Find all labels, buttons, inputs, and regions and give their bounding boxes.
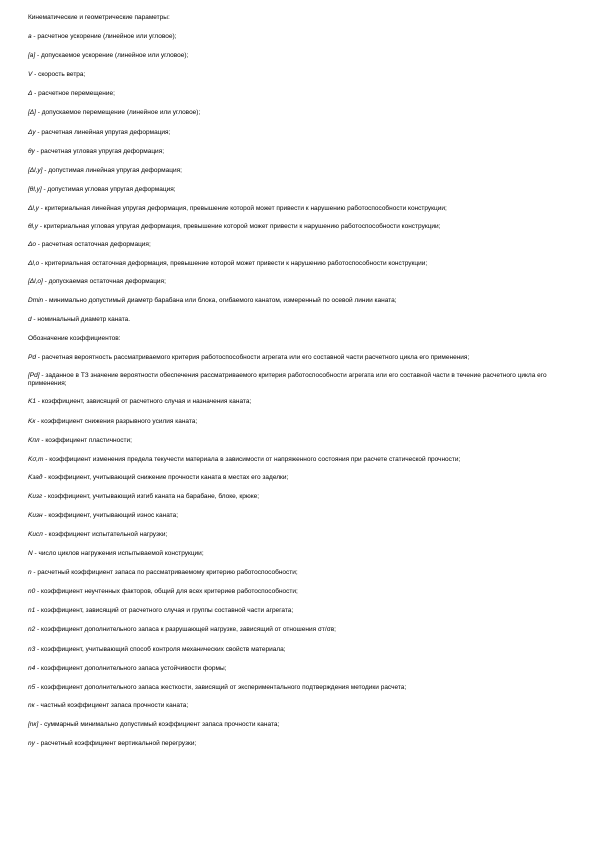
- symbol: [Δl,y]: [28, 166, 43, 174]
- coefficient-item: [28, 626, 573, 634]
- parameter-item: [28, 33, 573, 41]
- symbol: Kк: [28, 417, 36, 425]
- parameter-item: [28, 278, 573, 286]
- symbol: Δ: [28, 90, 33, 98]
- symbol: θl,y: [28, 222, 39, 230]
- coefficient-item: [28, 531, 573, 539]
- definition: - коэффициент, зависящий от расчетного случая и назначения каната;: [35, 398, 252, 406]
- parameter-item: [28, 205, 573, 213]
- symbol: Δy: [28, 128, 36, 136]
- coefficient-item: [28, 550, 573, 558]
- parameter-item: [28, 297, 573, 305]
- symbol: Kзад: [28, 473, 43, 481]
- definition: - номинальный диаметр каната.: [31, 316, 131, 324]
- definition: - коэффициент, учитывающий снижение прочности каната в местах его заделки;: [42, 473, 289, 481]
- symbol: Kизн: [28, 511, 43, 519]
- coefficient-item: [28, 684, 573, 692]
- definition: - коэффициент дополнительного запаса устойчивости формы;: [35, 664, 227, 672]
- coefficient-item: [28, 569, 573, 577]
- parameter-item: [28, 167, 573, 175]
- definition: - коэффициент неучтенных факторов, общий для всех критериев работоспособности;: [35, 588, 298, 596]
- symbol: K1: [28, 398, 36, 406]
- parameter-item: [28, 129, 573, 137]
- definition: - расчетная остаточная деформация;: [35, 240, 151, 248]
- section-heading-kinematic: Кинематические и геометрические параметры:: [28, 14, 170, 21]
- symbol: [nк]: [28, 720, 39, 728]
- definition: - минимально допустимый диаметр барабана или блока, огибаемого канатом, измеренный по осевой линии каната;: [43, 297, 397, 305]
- parameter-item: [28, 90, 573, 98]
- coefficient-item: [28, 702, 573, 710]
- definition: - расчетная линейная упругая деформация;: [35, 128, 171, 136]
- symbol: Δo: [28, 240, 36, 248]
- parameter-item: [28, 109, 573, 117]
- symbol: Pd: [28, 354, 36, 362]
- document-page: [28, 14, 573, 759]
- symbol: n1: [28, 607, 36, 615]
- definition: - коэффициент изменения предела текучести материала в зависимости от напряженного состояния при расчете статической прочности;: [43, 455, 461, 463]
- definition: - расчетная угловая упругая деформация;: [34, 147, 165, 155]
- section-heading-coefficients: Обозначение коэффициентов:: [28, 335, 121, 343]
- definition: - расчетное перемещение;: [32, 90, 115, 98]
- definition: - критериальная остаточная деформация, превышение которой может привести к нарушению работоспособности конструкции;: [39, 260, 428, 268]
- definition: - допускаемая остаточная деформация;: [42, 278, 166, 286]
- definition: - критериальная угловая упругая деформация, превышение которой может привести к нарушению работоспособности конструкции;: [38, 222, 441, 230]
- definition: - расчетная вероятность рассматриваемого критерия работоспособности агрегата или его составной части расчетного цикла его применения;: [35, 354, 470, 362]
- definition: - коэффициент пластичности;: [39, 436, 132, 444]
- symbol: n0: [28, 588, 36, 596]
- symbol: [a]: [28, 52, 36, 60]
- coefficient-item: [28, 740, 573, 748]
- definition: - коэффициент дополнительного запаса жесткости, зависящий от экспериментального подтверждения методики расчета;: [35, 683, 407, 691]
- symbol: ny: [28, 739, 35, 747]
- coefficient-item: [28, 607, 573, 615]
- symbol: Kσ,т: [28, 455, 44, 463]
- symbol: N: [28, 550, 33, 558]
- coefficient-item: [28, 372, 573, 388]
- definition: - коэффициент, учитывающий изгиб каната на барабане, блоке, крюке;: [42, 492, 260, 500]
- definition: - скорость ветра;: [32, 71, 86, 79]
- definition: - частный коэффициент запаса прочности каната;: [34, 701, 189, 709]
- symbol: [Δl,o]: [28, 278, 43, 286]
- coefficient-item: [28, 588, 573, 596]
- definition: - коэффициент, учитывающий износ каната;: [42, 511, 179, 519]
- parameter-item: [28, 260, 573, 268]
- symbol: Kисп: [28, 530, 43, 538]
- coefficient-item: [28, 512, 573, 520]
- symbol: [θl,y]: [28, 185, 42, 193]
- coefficient-item: [28, 646, 573, 654]
- definition: - коэффициент дополнительного запаса к разрушающей нагрузке, зависящий от отношения σт/σв;: [35, 626, 336, 634]
- definition: - критериальная линейная упругая деформация, превышение которой может привести к нарушению работоспособности конструкции;: [38, 204, 447, 212]
- symbol: n2: [28, 626, 36, 634]
- definition: - расчетный коэффициент запаса по рассматриваемому критерию работоспособности;: [31, 569, 298, 577]
- parameter-item: [28, 186, 573, 194]
- parameter-item: [28, 71, 573, 79]
- kinematic-parameters-list: [28, 33, 573, 324]
- symbol: θy: [28, 147, 35, 155]
- parameter-item: [28, 316, 573, 324]
- definition: - коэффициент, зависящий от расчетного случая и группы составной части агрегата;: [35, 607, 294, 615]
- symbol: n4: [28, 664, 36, 672]
- symbol: [Pd]: [28, 372, 40, 380]
- definition: - расчетный коэффициент вертикальной перегрузки;: [34, 739, 197, 747]
- coefficient-item: [28, 456, 573, 464]
- definition: - заданное в ТЗ значение вероятности обеспечения рассматриваемого критерия работоспособности агрегата или его составной части в течение расчетного цикла его применения;: [28, 372, 547, 388]
- symbol: Kизг: [28, 492, 43, 500]
- definition: - допустимая линейная упругая деформация;: [42, 166, 182, 174]
- parameter-item: [28, 52, 573, 60]
- definition: - коэффициент снижения разрывного усилия каната;: [35, 417, 198, 425]
- coefficient-item: [28, 474, 573, 482]
- symbol: [Δ]: [28, 109, 36, 117]
- definition: - коэффициент, учитывающий способ контроля механических свойств материала;: [35, 645, 286, 653]
- definition: - допускаемое ускорение (линейное или угловое);: [35, 52, 189, 60]
- definition: - число циклов нагружения испытываемой конструкции;: [32, 550, 204, 558]
- coefficients-list: [28, 354, 573, 748]
- coefficient-item: [28, 721, 573, 729]
- definition: - расчетное ускорение (линейное или угловое);: [31, 33, 177, 41]
- parameter-item: [28, 223, 573, 231]
- coefficient-item: [28, 398, 573, 406]
- coefficient-item: [28, 354, 573, 362]
- symbol: n3: [28, 645, 36, 653]
- symbol: Δl,o: [28, 260, 40, 268]
- definition: - допустимая угловая упругая деформация;: [41, 185, 176, 193]
- definition: - допускаемое перемещение (линейное или угловое);: [35, 109, 201, 117]
- symbol: Dmin: [28, 297, 44, 305]
- symbol: a: [28, 33, 32, 41]
- symbol: n: [28, 569, 32, 577]
- symbol: Kпл: [28, 436, 40, 444]
- symbol: Δl,y: [28, 204, 39, 212]
- coefficient-item: [28, 665, 573, 673]
- parameter-item: [28, 241, 573, 249]
- coefficient-item: [28, 437, 573, 445]
- symbol: V: [28, 71, 33, 79]
- symbol: n5: [28, 683, 36, 691]
- coefficient-item: [28, 493, 573, 501]
- definition: - суммарный минимально допустимый коэффициент запаса прочности каната;: [38, 720, 280, 728]
- coefficient-item: [28, 418, 573, 426]
- parameter-item: [28, 148, 573, 156]
- symbol: nк: [28, 701, 35, 709]
- definition: - коэффициент испытательной нагрузки;: [42, 530, 168, 538]
- symbol: d: [28, 316, 32, 324]
